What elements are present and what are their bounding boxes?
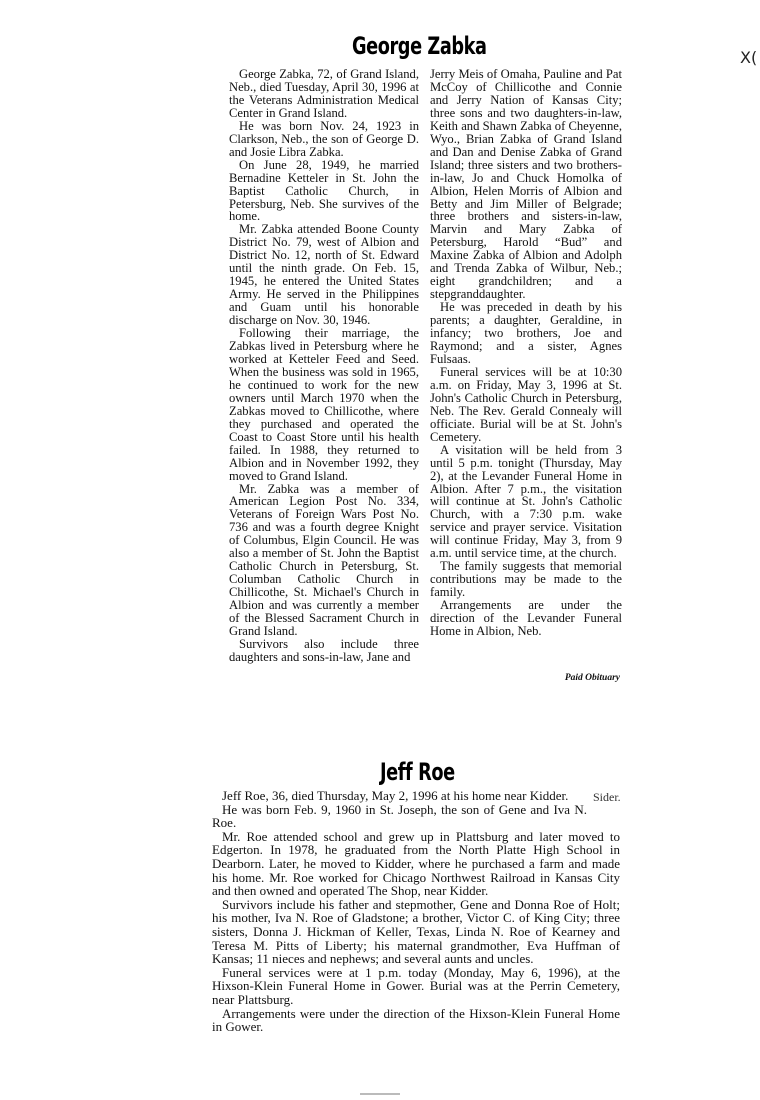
- paid-obituary-label: Paid Obituary: [564, 673, 620, 683]
- paragraph: The family suggests that memorial contributions may be made to the family.: [430, 559, 622, 600]
- paragraph: He was preceded in death by his parents; a daughter, Geraldine, in infancy; two brothers, Joe and Raymond; and a sister, Agnes Fulsaas.: [430, 300, 622, 366]
- handwritten-mark: X(: [740, 48, 758, 67]
- paragraph: Jeff Roe, 36, died Thursday, May 2, 1996 at his home near Kidder.: [222, 788, 569, 803]
- paragraph: Mr. Zabka was a member of American Legion Post No. 334, Veterans of Foreign Wars Post No. 736 and was a fourth degree Knight of Columbus, Elgin Council. He was also a member of St. John the Baptist Catholic Church in Petersburg, St. Columban Catholic Church in Chillicothe, St. Michael's Church in Albion and was currently a member of the Blessed Sacrament Church in Grand Island.: [229, 481, 419, 638]
- obituary-title: George Zabka: [352, 32, 487, 60]
- paragraph: Survivors include his father and stepmother, Gene and Donna Roe of Holt; his mother, Iva N. Roe of Gladstone; a brother, Victor C. of King City; three sisters, Donna J. Hickman of Keller, Texas, Linda N. Roe of Kearney and Teresa M. Pitts of Liberty; his maternal grandmother, Eva Huffman of Kansas; 11 nieces and nephews; and several aunts and uncles.: [212, 896, 620, 967]
- paragraph: Following their marriage, the Zabkas lived in Petersburg where he worked at Ketteler Feed and Seed. When the business was sold in 1965, he continued to work for the new owners until March 1970 when the Zabkas moved to Chillicothe, where they purchased and operated the Coast to Coast Store until his health failed. In 1988, they returned to Albion and in November 1992, they moved to Grand Island.: [229, 326, 419, 483]
- obituary-title: Jeff Roe: [380, 758, 455, 786]
- margin-note: Sider.: [593, 790, 621, 804]
- paragraph: A visitation will be held from 3 until 5 p.m. tonight (Thursday, May 2), at the Levander Funeral Home in Albion. After 7 p.m., the visitation will continue at St. John's Catholic Church, with a 7:30 p.m. wake service and prayer service. Visitation will continue Friday, May 3, from 9 a.m. until service time, at the church.: [430, 442, 622, 561]
- paragraph: Mr. Zabka attended Boone County District No. 79, west of Albion and District No. 12, north of St. Edward until the ninth grade. On Feb. 15, 1945, he entered the United States Army. He served in the Philippines and Guam until his honorable discharge on Nov. 30, 1946.: [229, 222, 419, 328]
- obituary-column-right: [430, 68, 622, 638]
- paragraph: Mr. Roe attended school and grew up in Plattsburg and later moved to Edgerton. In 1978, he graduated from the North Platte High School in Dearborn. Later, he moved to Kidder, where he purchased a farm and made his home. Mr. Roe worked for Chicago Northwest Railroad in Kansas City and then owned and operated The Shop, near Kidder.: [212, 828, 620, 899]
- paragraph: George Zabka, 72, of Grand Island, Neb., died Tuesday, April 30, 1996 at the Veterans Administration Medical Center in Grand Island.: [229, 67, 419, 120]
- obituary-column-left: [229, 68, 419, 664]
- paragraph: He was born Nov. 24, 1923 in Clarkson, Neb., the son of George D. and Josie Libra Zabka.: [229, 118, 419, 159]
- paragraph: He was born Feb. 9, 1960 in St. Joseph, the son of Gene and Iva N. Roe.: [212, 801, 587, 831]
- paragraph-continued: Jerry Meis of Omaha, Pauline and Pat McCoy of Chillicothe and Connie and Jerry Nation of Kansas City; three sons and two daughters-in-law, Keith and Shawn Zabka of Cheyenne, Wyo., Brian Zabka of Grand Island and Dan and Denise Zabka of Grand Island; three sisters and two brothers-in-law, Jo and Chuck Homolka of Albion, Helen Morris of Albion and Betty and Jim Miller of Belgrade; three brothers and sisters-in-law, Marvin and Mary Zabka of Petersburg, Harold “Bud” and Maxine Zabka of Albion and Adolph and Trenda Zabka of Wilbur, Neb.; eight grandchildren; and a stepgranddaughter.: [430, 67, 622, 302]
- paragraph: On June 28, 1949, he married Bernadine Ketteler in St. John the Baptist Catholic Church, in Petersburg, Neb. She survives of the home.: [229, 157, 419, 224]
- paragraph: Funeral services will be at 10:30 a.m. on Friday, May 3, 1996 at St. John's Catholic Church in Petersburg, Neb. The Rev. Gerald Connealy will officiate. Burial will be at St. John's Cemetery.: [430, 364, 622, 444]
- paragraph: Arrangements are under the direction of the Levander Funeral Home in Albion, Neb.: [430, 598, 622, 638]
- scan-artifact: [360, 1093, 400, 1095]
- paragraph: Funeral services were at 1 p.m. today (Monday, May 6, 1996), at the Hixson-Klein Funeral Home in Gower. Burial was at the Perrin Cemetery, near Plattsburg.: [212, 964, 620, 1007]
- paragraph: Arrangements were under the direction of the Hixson-Klein Funeral Home in Gower.: [212, 1005, 620, 1035]
- paragraph: Survivors also include three daughters and sons-in-law, Jane and: [229, 636, 419, 664]
- obituary-body: [212, 789, 620, 1034]
